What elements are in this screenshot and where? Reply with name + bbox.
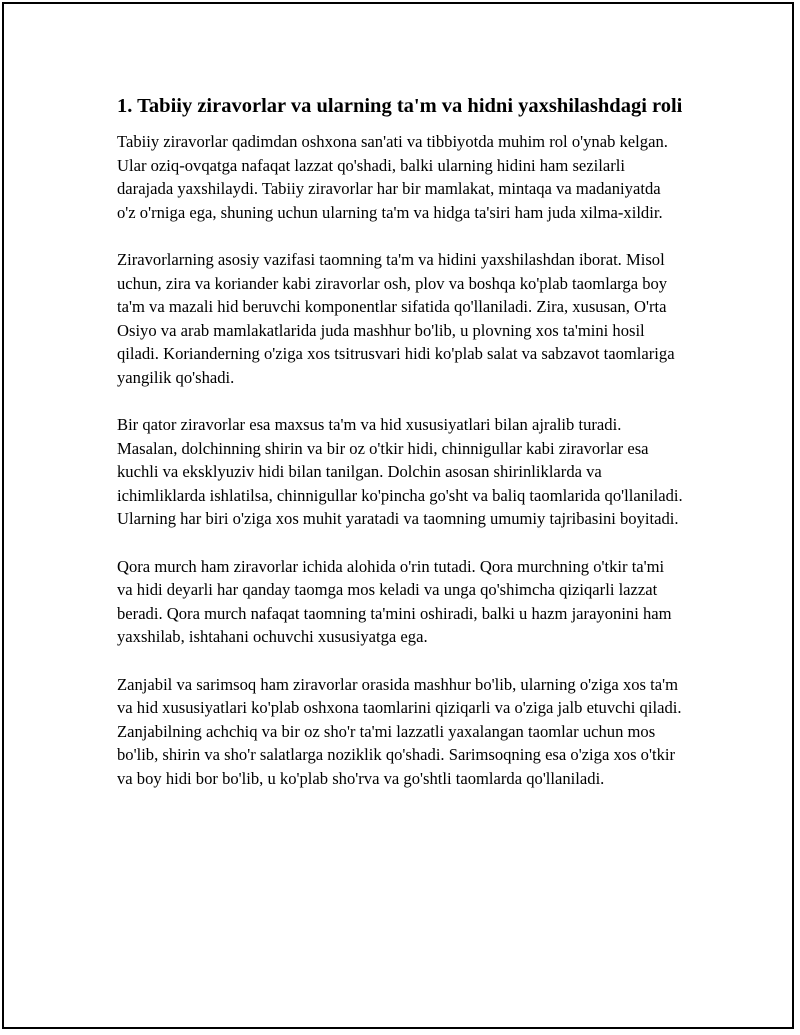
paragraph-3: Bir qator ziravorlar esa maxsus ta'm va hid xususiyatlari bilan ajralib turadi. Masalan, dolchinning shirin va bir oz o'tkir hidi, chinnigullar kabi ziravorlar esa kuchli va eksklyuziv hidi bilan tanilgan. Dolchin asosan shirinliklarda va ichimliklarda ishlatilsa, chinnigullar ko'pincha go'sht va baliq taomlarida qo'llaniladi. Ularning har biri o'ziga xos muhit yaratadi va taomning umumiy tajribasini boyitadi.: [117, 415, 683, 528]
paragraph-4: Qora murch ham ziravorlar ichida alohida o'rin tutadi. Qora murchning o'tkir ta'mi va hidi deyarli har qanday taomga mos keladi va unga qo'shimcha qiziqarli lazzat beradi. Qora murch nafaqat taomning ta'mini oshiradi, balki u hazm jarayonini ham yaxshilab, ishtahani ochuvchi xususiyatga ega.: [117, 556, 672, 646]
paragraph-1: Tabiiy ziravorlar qadimdan oshxona san'ati va tibbiyotda muhim rol o'ynab kelgan. Ular oziq-ovqatga nafaqat lazzat qo'shadi, balki ularning hidini ham sezilarli darajada yaxshilaydi. Tabiiy ziravorlar har bir mamlakat, mintaqa va madaniyatda o'z o'rniga ega, shuning uchun ularning ta'm va hidga ta'siri ham juda xilma-xildir.: [117, 132, 668, 222]
document-body: [117, 92, 683, 814]
paragraph-5: Zanjabil va sarimsoq ham ziravorlar orasida mashhur bo'lib, ularning o'ziga xos ta'm va hid xususiyatlari ko'plab oshxona taomlarini qiziqarli va o'ziga jalb etuvchi qiladi. Zanjabilning achchiq va bir oz sho'r ta'mi lazzatli yaxalangan taomlar uchun mos bo'lib, shirin va sho'r salatlarga noziklik qo'shadi. Sarimsoqning esa o'ziga xos o'tkir va boy hidi bor bo'lib, u ko'plab sho'rva va go'shtli taomlarda qo'llaniladi.: [117, 674, 682, 788]
paragraph-2: Ziravorlarning asosiy vazifasi taomning ta'm va hidini yaxshilashdan iborat. Misol uchun, zira va koriander kabi ziravorlar osh, plov va boshqa ko'plab taomlarga boy ta'm va mazali hid beruvchi komponentlar sifatida qo'llaniladi. Zira, xususan, O'rta Osiyo va arab mamlakatlarida juda mashhur bo'lib, u plovning xos ta'mini hosil qiladi. Korianderning o'ziga xos tsitrusvari hidi ko'plab salat va sabzavot taomlariga yangilik qo'shadi.: [117, 250, 675, 387]
section-heading: 1. Tabiiy ziravorlar va ularning ta'm va hidni yaxshilashdagi roli: [117, 95, 683, 117]
